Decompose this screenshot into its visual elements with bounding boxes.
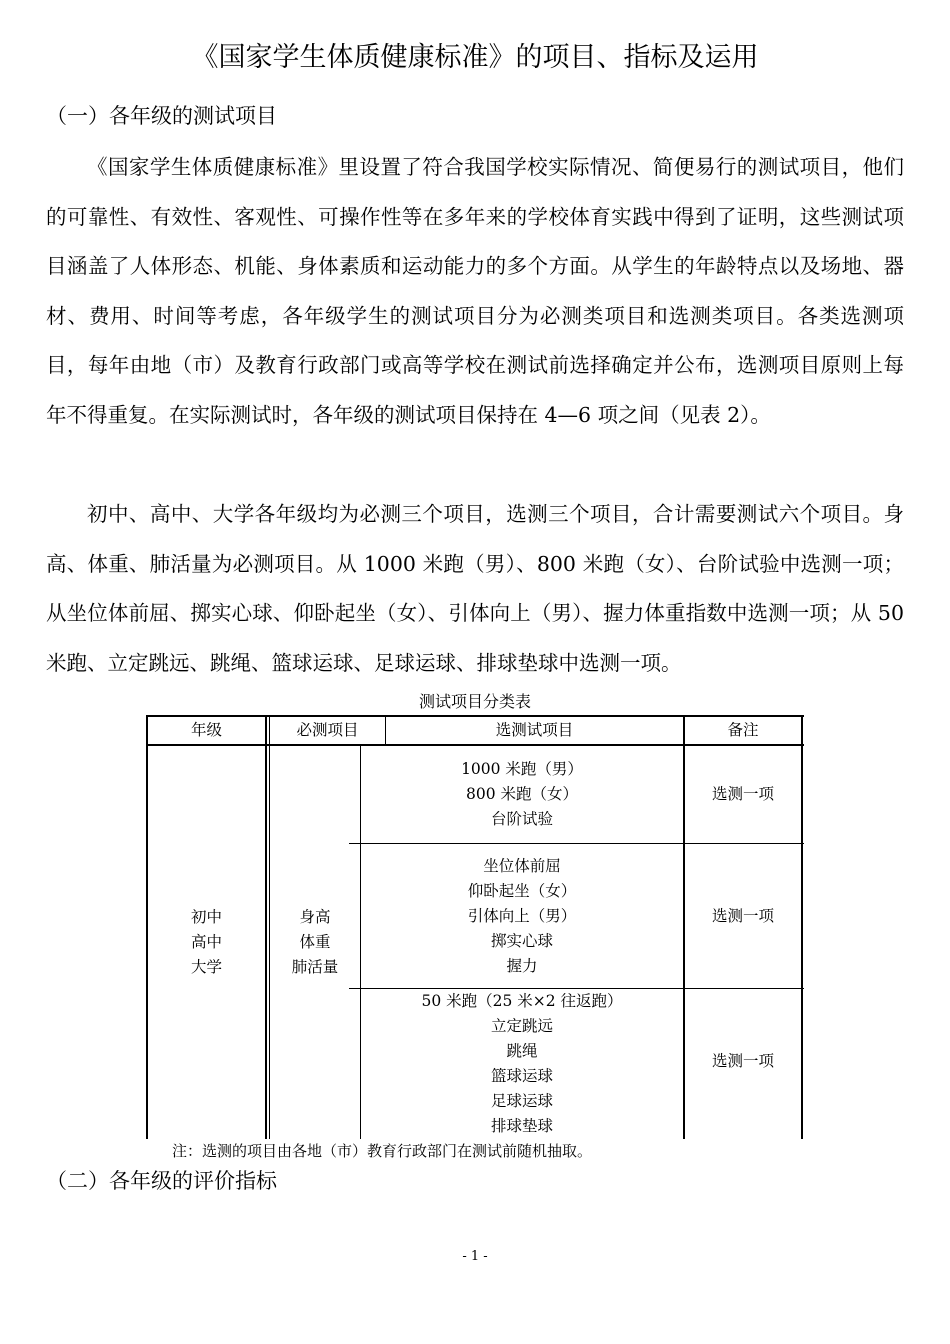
table-header-note: 备注 xyxy=(727,721,759,739)
optional-item: 仰卧起坐（女） xyxy=(467,881,577,900)
paragraph-grade-requirements: 初中、高中、大学各年级均为必测三个项目，选测三个项目，合计需要测试六个项目。身高、体重、肺活量为必测项目。从 1000 米跑（男）、800 米跑（女）、台阶试验中选测一项；从坐位体前屈、掷实心球、仰卧起坐（女）、引体向上（男）、握力体重指数中选测一项；从 50 米跑、立定跳远、跳绳、篮球运球、足球运球、排球垫球中选测一项。 xyxy=(46,502,904,675)
grade-item: 高中 xyxy=(190,933,222,951)
optional-item: 握力 xyxy=(506,956,538,975)
page-number: - 1 - xyxy=(462,1249,488,1264)
required-item: 肺活量 xyxy=(291,958,339,976)
table-cell-required-items xyxy=(270,746,360,1139)
table-header-optional: 选测试项目 xyxy=(495,721,574,739)
required-item: 身高 xyxy=(299,908,331,926)
table-cell-note-group-2: 选测一项 xyxy=(711,906,774,925)
grade-item: 初中 xyxy=(190,908,222,926)
table-header-required: 必测项目 xyxy=(296,721,359,739)
section-heading-test-items: （一）各年级的测试项目 xyxy=(46,104,277,128)
table-header-grade: 年级 xyxy=(190,721,222,739)
table-line xyxy=(265,715,267,1139)
optional-item: 排球垫球 xyxy=(490,1117,553,1135)
optional-item: 掷实心球 xyxy=(490,931,553,950)
table-line xyxy=(801,715,803,1139)
optional-item: 足球运球 xyxy=(490,1092,553,1110)
table-cell-optional-group-2 xyxy=(361,844,683,988)
required-item: 体重 xyxy=(299,933,331,951)
table-cell-grades xyxy=(148,746,265,1139)
optional-item: 篮球运球 xyxy=(490,1067,553,1085)
table-cell-optional-group-3 xyxy=(361,989,683,1139)
table-cell-note-group-1: 选测一项 xyxy=(711,785,774,803)
optional-item: 引体向上（男） xyxy=(467,906,577,925)
table-cell-note-group-3: 选测一项 xyxy=(711,1052,774,1070)
table-footnote: 注：选测的项目由各地（市）教育行政部门在测试前随机抽取。 xyxy=(172,1142,593,1160)
section-heading-evaluation: （二）各年级的评价指标 xyxy=(46,1169,277,1193)
test-items-table xyxy=(146,715,804,1139)
page-title: 《国家学生体质健康标准》的项目、指标及运用 xyxy=(191,42,759,73)
optional-item: 坐位体前屈 xyxy=(483,856,561,875)
optional-item: 800 米跑（女） xyxy=(465,785,578,803)
optional-item: 跳绳 xyxy=(506,1042,538,1060)
grade-item: 大学 xyxy=(190,958,222,976)
optional-item: 台阶试验 xyxy=(490,810,553,828)
optional-item: 50 米跑（25 米×2 往返跑） xyxy=(421,992,623,1010)
table-cell-optional-group-1 xyxy=(361,746,683,843)
optional-item: 立定跳远 xyxy=(490,1017,553,1035)
optional-item: 1000 米跑（男） xyxy=(461,760,583,778)
table-caption: 测试项目分类表 xyxy=(418,692,531,711)
paragraph-test-items-intro: 《国家学生体质健康标准》里设置了符合我国学校实际情况、简便易行的测试项目，他们的可靠性、有效性、客观性、可操作性等在多年来的学校体育实践中得到了证明，这些测试项目涵盖了人体形态、机能、身体素质和运动能力的多个方面。从学生的年龄特点以及场地、器材、费用、时间等考虑，各年级学生的测试项目分为必测类项目和选测类项目。各类选测项目，每年由地（市）及教育行政部门或高等学校在测试前选择确定并公布，选测项目原则上每年不得重复。在实际测试时，各年级的测试项目保持在 4—6 项之间（见表 2）。 xyxy=(46,155,904,427)
